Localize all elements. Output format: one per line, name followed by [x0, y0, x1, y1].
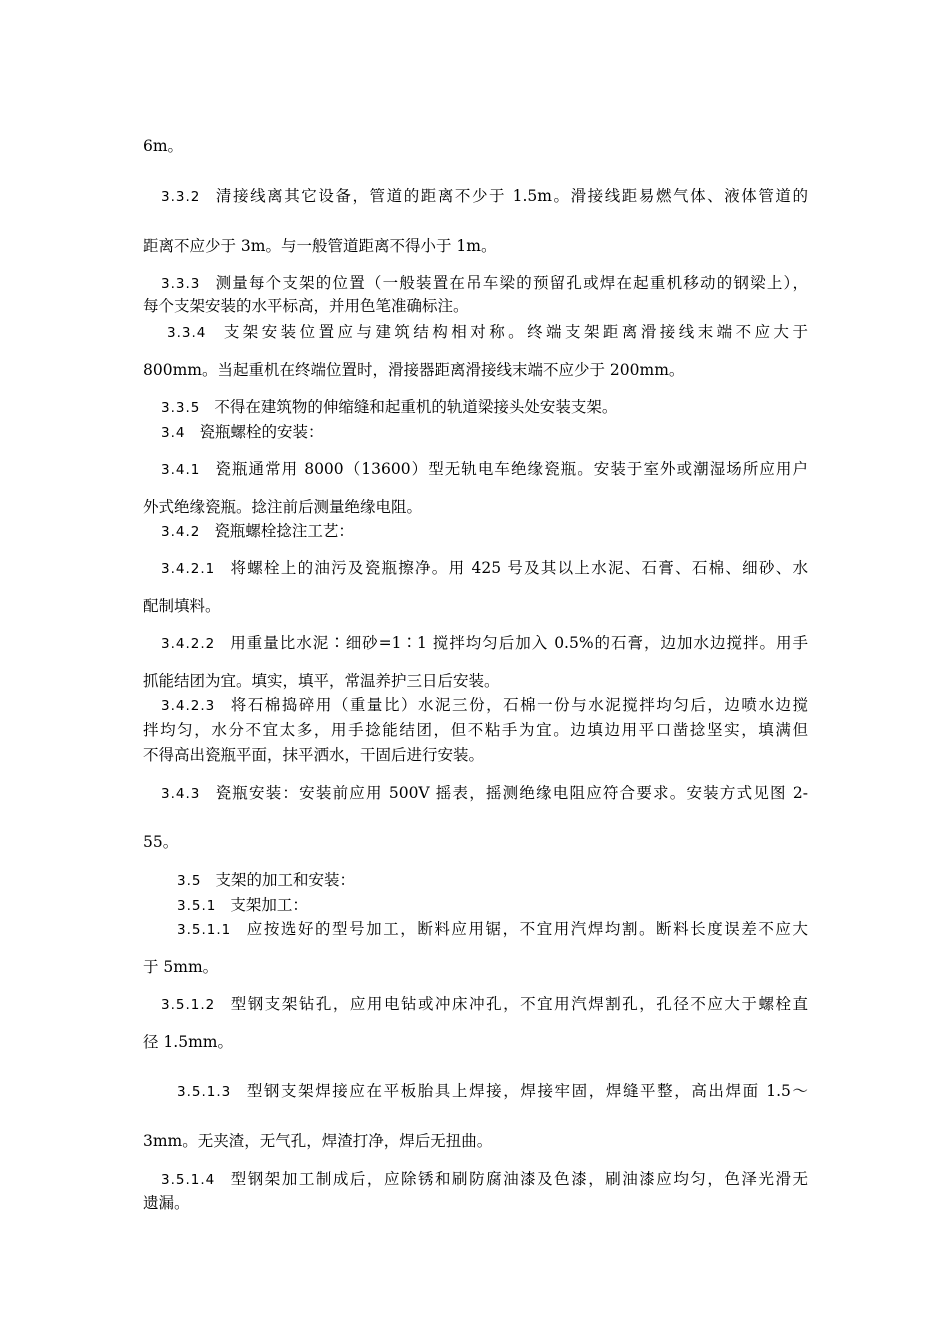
clause-3-4-2: 3.4.2 瓷瓶螺栓捻注工艺： [161, 522, 354, 540]
clause-3-4-3: 3.4.3 瓷瓶安装：安装前应用 500V 摇表，摇测绝缘电阻应符合要求。安装方式见图 2- [161, 784, 808, 802]
text-line: 遗漏。 [143, 1194, 190, 1212]
text-line: 每个支架安装的水平标高，并用色笔准确标注。 [143, 297, 469, 315]
text-line: 3mm。无夹渣，无气孔，焊渣打净，焊后无扭曲。 [143, 1132, 493, 1150]
clause-3-4-1: 3.4.1 瓷瓶通常用 8000（13600）型无轨电车绝缘瓷瓶。安装于室外或潮湿场所应用户 [161, 460, 808, 478]
text-line: 6m。 [143, 137, 184, 155]
clause-3-4-2-2: 3.4.2.2 用重量比水泥∶细砂=1∶1 搅拌均匀后加入 0.5%的石膏，边加水边搅拌。用手 [161, 634, 808, 652]
clause-3-4-2-1: 3.4.2.1 将螺栓上的油污及瓷瓶擦净。用 425 号及其以上水泥、石膏、石棉、细砂、水 [161, 559, 808, 577]
clause-3-5-1-2: 3.5.1.2 型钢支架钻孔，应用电钻或冲床冲孔，不宜用汽焊割孔，孔径不应大于螺栓直 [161, 995, 808, 1013]
clause-3-3-2: 3.3.2 清接线离其它设备，管道的距离不少于 1.5m。滑接线距易燃气体、液体管道的 [161, 187, 808, 205]
heading-3-4: 3.4 瓷瓶螺栓的安装： [161, 423, 324, 441]
text-line: 抓能结团为宜。填实，填平，常温养护三日后安装。 [143, 672, 500, 690]
clause-3-3-4: 3.3.4 支架安装位置应与建筑结构相对称。终端支架距离滑接线末端不应大于 [167, 323, 808, 341]
heading-3-5-1: 3.5.1 支架加工： [177, 896, 308, 914]
text-line: 55。 [143, 833, 179, 851]
text-line: 不得高出瓷瓶平面，抹平洒水，干固后进行安装。 [143, 746, 485, 764]
clause-3-3-5: 3.3.5 不得在建筑物的伸缩缝和起重机的轨道梁接头处安装支架。 [161, 398, 618, 416]
clause-3-5-1-1: 3.5.1.1 应按选好的型号加工，断料应用锯，不宜用汽焊均割。断料长度误差不应大 [177, 920, 808, 938]
clause-3-5-1-4: 3.5.1.4 型钢架加工制成后，应除锈和刷防腐油漆及色漆，刷油漆应均匀，色泽光滑无 [161, 1170, 808, 1188]
text-line: 800mm。当起重机在终端位置时，滑接器距离滑接线末端不应少于 200mm。 [143, 361, 685, 379]
clause-3-5-1-3: 3.5.1.3 型钢支架焊接应在平板胎具上焊接，焊接牢固，焊缝平整，高出焊面 1.5～ [177, 1082, 808, 1100]
text-line: 拌均匀，水分不宜太多，用手捻能结团，但不粘手为宜。边填边用平口凿捻坚实，填满但 [143, 721, 808, 739]
text-line: 距离不应少于 3m。与一般管道距离不得小于 1m。 [143, 237, 497, 255]
text-line: 径 1.5mm。 [143, 1033, 233, 1051]
text-line: 于 5mm。 [143, 958, 219, 976]
text-line: 配制填料。 [143, 597, 221, 615]
heading-3-5: 3.5 支架的加工和安装： [177, 871, 355, 889]
clause-3-4-2-3: 3.4.2.3 将石棉捣碎用（重量比）水泥三份，石棉一份与水泥搅拌均匀后，边喷水边搅 [161, 696, 808, 714]
clause-3-3-3: 3.3.3 测量每个支架的位置（一般装置在吊车梁的预留孔或焊在起重机移动的钢梁上）， [161, 274, 808, 292]
text-line: 外式绝缘瓷瓶。捻注前后测量绝缘电阻。 [143, 498, 423, 516]
